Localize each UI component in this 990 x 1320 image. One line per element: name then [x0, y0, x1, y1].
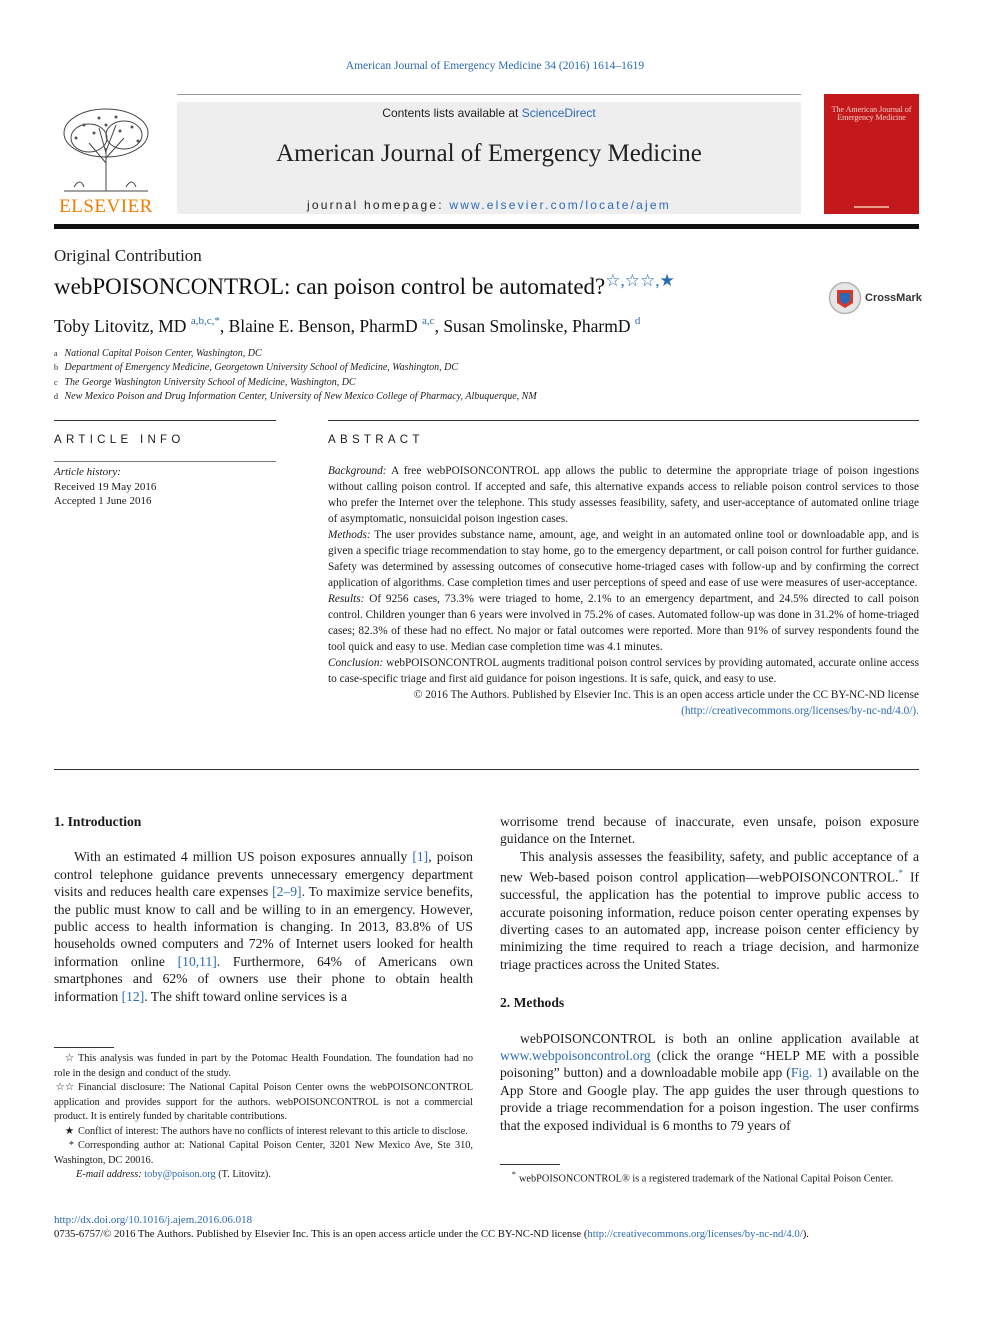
journal-reference[interactable]: American Journal of Emergency Medicine 34 (2016) 1614–1619 [345, 60, 645, 72]
figure-link[interactable]: Fig. 1 [790, 1065, 824, 1081]
website-link[interactable]: www.webpoisoncontrol.org [500, 1048, 651, 1063]
copyright-text: © 2016 The Authors. Published by Elsevier Inc. This is an open access article under the CC BY-NC-ND license [413, 689, 919, 701]
citation-link[interactable]: [12] [121, 988, 145, 1004]
affiliation-item [54, 376, 537, 390]
history-label: Article history: [54, 466, 121, 478]
journal-cover[interactable] [824, 94, 919, 214]
methods-paragraph: webPOISONCONTROL is both an online application available at www.webpoisoncontrol.org (click the orange “HELP ME with a possible poisoning” button) and a downloadable mobile app (Fig. 1) available on the App Store and Google play. The app guides the user through questions to provide a triage recommendation for a poison ingestion. The user confirms that the exposed individual is 6 months to 79 years of [500, 1030, 919, 1133]
affiliation-text: New Mexico Poison and Drug Information Center, University of New Mexico College of Pharmacy, Albuquerque, NM [64, 390, 537, 402]
abstract-text: webPOISONCONTROL augments traditional poison control services by providing automated, accurate online access to case-specific triage and first aid guidance for poison ingestions. It is safe, quick, and easy to use. [328, 657, 919, 685]
abstract-label: Results: [328, 593, 365, 605]
abstract-body [328, 463, 919, 719]
footnote-mark: ☆☆ [55, 1082, 74, 1093]
title-text: webPOISONCONTROL: can poison control be automated? [54, 274, 606, 299]
abstract-label: Methods: [328, 529, 371, 541]
citation-link[interactable]: [10,11] [177, 953, 217, 969]
citation-link[interactable]: [2–9] [272, 884, 302, 900]
methods-heading: 2. Methods [500, 995, 565, 1011]
abstract-label: Background: [328, 465, 387, 477]
crossmark-badge[interactable] [828, 280, 922, 316]
elsevier-logo[interactable] [54, 103, 158, 215]
author-name: Toby Litovitz, MD [54, 316, 187, 336]
email-label: E-mail address: [76, 1169, 142, 1180]
homepage-line [177, 198, 801, 212]
article-history [54, 465, 156, 509]
citation-link[interactable]: [1] [412, 849, 429, 865]
affiliations [54, 347, 537, 404]
article-info-top-rule [54, 420, 276, 421]
abstract-conclusion [328, 655, 919, 687]
cover-title: The American Journal of Emergency Medicine [831, 105, 912, 122]
abstract-methods [328, 527, 919, 591]
affiliation-item [54, 361, 537, 375]
abstract-text: A free webPOISONCONTROL app allows the public to determine the appropriate triage of poison ingestions without calling poison control. If accepted and safe, this alternative expands access to reliable poison control services to those who prefer the Internet over the telephone. This study assesses feasibility, safety, and user-acceptance of automated online triage of asymptomatic, nonsuicidal poison ingestion cases. [328, 465, 919, 525]
homepage-prefix: journal homepage: [306, 198, 450, 212]
author-list [54, 316, 640, 337]
footnote: ☆☆ Financial disclosure: The National Capital Poison Center owns the webPOISONCONTROL application and provides support for the authors. webPOISONCONTROL is not a commercial product. It is entirely funded by charitable contributions. [54, 1082, 473, 1122]
footer-license: 0735-6757/© 2016 The Authors. Published by Elsevier Inc. This is an open access article under the CC BY-NC-ND license (http://creativecommons.org/licenses/by-nc-nd/4.0/). [54, 1228, 809, 1240]
elsevier-wordmark: ELSEVIER [59, 196, 153, 217]
masthead-bottom-rule [54, 224, 919, 229]
corresponding-author-mark[interactable]: * [214, 315, 220, 327]
abstract-results [328, 591, 919, 655]
author-separator: , [219, 316, 229, 336]
abstract-label: Conclusion: [328, 657, 384, 669]
title-footnote-marks[interactable]: ☆,☆☆,★ [605, 271, 675, 290]
footnotes-left [54, 1052, 473, 1183]
footnote-rule [54, 1047, 114, 1048]
footnote-mark: ★ [64, 1125, 74, 1137]
crossmark-label: CrossMark [865, 292, 922, 304]
corresponding-email: E-mail address: toby@poison.org (T. Litovitz). [76, 1169, 271, 1180]
author-affiliation-marks[interactable]: d [634, 315, 641, 327]
abstract-bottom-rule [54, 769, 919, 770]
crossmark-icon [828, 281, 862, 315]
footnote-rule [500, 1164, 560, 1165]
affiliation-text: The George Washington University School of Medicine, Washington, DC [64, 376, 356, 388]
affiliation-text: National Capital Poison Center, Washington, DC [64, 348, 262, 359]
affiliation-letter: c [54, 377, 58, 387]
accepted-date: Accepted 1 June 2016 [54, 495, 152, 507]
license-link[interactable]: (http://creativecommons.org/licenses/by-nc-nd/4.0/). [681, 705, 919, 717]
email-link[interactable]: toby@poison.org [144, 1169, 216, 1180]
abstract-heading: ABSTRACT [328, 434, 424, 446]
footnotes-right [500, 1167, 919, 1187]
affiliation-item [54, 390, 537, 404]
homepage-link[interactable]: www.elsevier.com/locate/ajem [449, 198, 671, 212]
article-info-rule [54, 461, 276, 462]
affiliation-letter: d [54, 391, 58, 401]
paper-title [54, 271, 675, 300]
intro-continued-paragraph: worrisome trend because of inaccurate, even unsafe, poison exposure guidance on the Internet. [500, 814, 919, 847]
footnote-mark: * [68, 1140, 74, 1151]
author-name: Susan Smolinske, PharmD [443, 316, 631, 336]
elsevier-tree-icon [54, 103, 158, 195]
introduction-heading: 1. Introduction [54, 814, 142, 829]
contents-line [177, 106, 801, 120]
author-name: Blaine E. Benson, PharmD [228, 316, 418, 336]
body-left-column [54, 813, 473, 1005]
footnote-text: webPOISONCONTROL® is a registered trademark of the National Capital Poison Center. [519, 1173, 894, 1185]
footer-license-link[interactable]: http://creativecommons.org/licenses/by-nc-nd/4.0/ [587, 1228, 803, 1240]
author-affiliation-marks[interactable]: a,c [422, 315, 435, 327]
author-affiliation-marks[interactable]: a,b,c,* [190, 315, 220, 327]
abstract-text: The user provides substance name, amount, age, and weight in an automated online tool or downloadable app, and is given a specific triage recommendation to stay home, go to the emergency department, or call poison control for further guidance. Safety was determined by assessing outcomes of consecutive home-triaged cases with follow-up and by confirming the correct application of algorithms. Case completion times and user perceptions of speed and ease of use were measures of user-acceptance. [328, 529, 919, 589]
doi-link[interactable]: http://dx.doi.org/10.1016/j.ajem.2016.06.018 [54, 1214, 253, 1226]
intro-paragraph: With an estimated 4 million US poison exposures annually [1], poison control telephone guidance prevents unnecessary emergency department visits and reduces health care expenses [2–9]. To maximize service benefits, the public must know to call and be willing to in an emergency. However, public access to health information is changing. In 2013, 83.8% of US households owned computers and 72% of Internet users looked for health information online [10,11]. Furthermore, 64% of Americans own smartphones and 62% of owners use their phone to obtain health information [12]. The shift toward online services is a [54, 849, 473, 1004]
footnote: * Corresponding author at: National Capital Poison Center, 3201 New Mexico Ave, Ste 310, Washington, DC 20016. [54, 1140, 473, 1166]
abstract-background [328, 463, 919, 527]
footnote-mark[interactable]: * [898, 868, 903, 879]
article-type: Original Contribution [54, 246, 202, 265]
footnote-mark: * [511, 1169, 516, 1179]
sciencedirect-link[interactable]: ScienceDirect [521, 106, 596, 120]
abstract-text: Of 9256 cases, 73.3% were triaged to home, 2.1% to an emergency department, and 24.5% directed to call poison control. Children younger than 6 years were involved in 75.2% of cases. Automated follow-up was done in 31.2% of home-triaged cases; 82.3% of these had no effect. No major or fatal outcomes were reported. More than 91% of survey respondents found the tool quick and easy to use. Median case completion time was 4.1 minutes. [328, 593, 919, 653]
journal-title: American Journal of Emergency Medicine [276, 140, 702, 167]
footnote-mark: ☆ [64, 1053, 74, 1064]
cover-line [854, 206, 889, 208]
article-info-heading: ARTICLE INFO [54, 434, 185, 446]
journal-masthead [177, 102, 801, 214]
intro-paragraph: This analysis assesses the feasibility, safety, and public acceptance of a new Web-based poison control application—webPOISONCONTROL.* If successful, the application has the potential to improve public access to accurate poisoning information, reduce poison center operating expenses by diverting cases to an automated app, increase poison center efficiency by minimizing the time required to reach a triage decision, and harmonize triage practices across the United States. [500, 848, 920, 972]
contents-prefix: Contents lists available at [382, 106, 522, 120]
abstract-copyright [328, 687, 919, 719]
affiliation-letter: a [54, 349, 58, 358]
affiliation-item [54, 347, 537, 361]
affiliation-letter: b [54, 363, 58, 373]
header-rule [177, 94, 801, 95]
received-date: Received 19 May 2016 [54, 480, 157, 493]
footnote: ☆ This analysis was funded in part by the Potomac Health Foundation. The foundation had no role in the design and conduct of the study. [54, 1053, 473, 1079]
author-separator: , [434, 316, 444, 336]
affiliation-text: Department of Emergency Medicine, Georgetown University School of Medicine, Washington, DC [64, 362, 459, 374]
abstract-top-rule [328, 420, 919, 421]
body-right-column [500, 813, 919, 1134]
footnote: ★ Conflict of interest: The authors have no conflicts of interest relevant to this article to disclose. [54, 1125, 473, 1140]
